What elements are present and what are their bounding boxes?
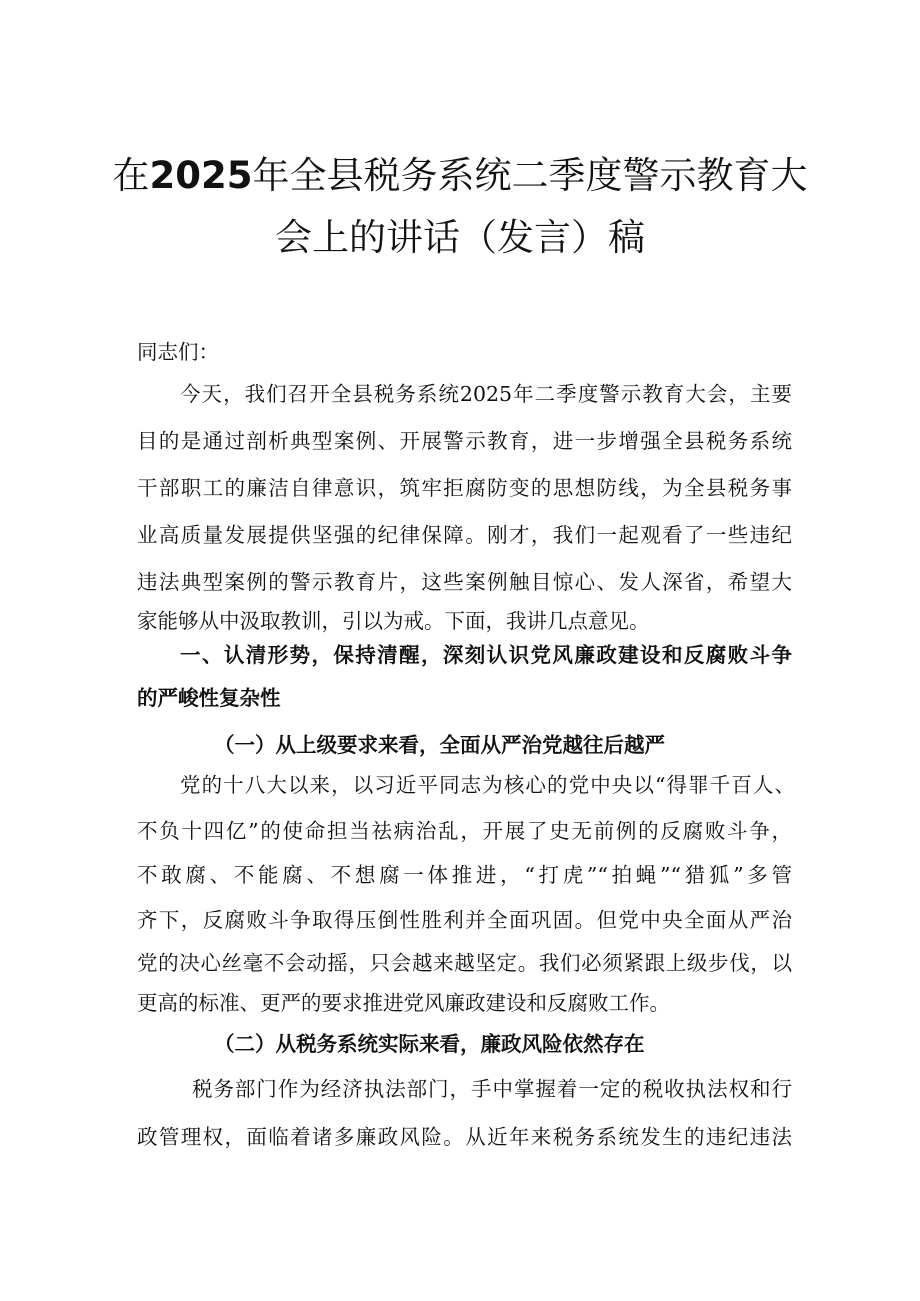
title-suffix: 年全县税务系统二季度警示教育大 (252, 154, 808, 197)
subsection-heading-1: （一）从上级要求来看，全面从严治党越往后越严 (214, 733, 665, 757)
paragraph-line: 不敢腐、不能腐、不想腐一体推进，“打虎”“拍蝇”“猎狐”多管 (137, 863, 792, 887)
document-title-line-1 (100, 150, 820, 202)
intro-line: 业高质量发展提供坚强的纪律保障。刚才，我们一起观看了一些违纪 (137, 523, 792, 547)
paragraph-line: 不负十四亿”的使命担当祛病治乱，开展了史无前例的反腐败斗争， (137, 819, 792, 843)
salutation: 同志们： (137, 340, 219, 364)
document-title-line-2: 会上的讲话（发言）稿 (275, 216, 645, 259)
intro-line: 家能够从中汲取教训，引以为戒。下面，我讲几点意见。 (137, 609, 650, 633)
intro-line: 今天，我们召开全县税务系统2025年二季度警示教育大会，主要 (180, 382, 792, 406)
title-prefix: 在 (112, 154, 150, 197)
paragraph-line: 政管理权，面临着诸多廉政风险。从近年来税务系统发生的违纪违法 (137, 1125, 792, 1149)
paragraph-line: 党的十八大以来，以习近平同志为核心的党中央以“得罪千百人、 (180, 773, 795, 797)
title-year: 2025 (149, 154, 253, 197)
section-heading-1-continued: 的严峻性复杂性 (137, 686, 281, 710)
section-heading-1: 一、认清形势，保持清醒，深刻认识党风廉政建设和反腐败斗争 (180, 643, 792, 667)
paragraph-line: 齐下，反腐败斗争取得压倒性胜利并全面巩固。但党中央全面从严治 (137, 908, 792, 932)
paragraph-line: 税务部门作为经济执法部门，手中掌握着一定的税收执法权和行 (192, 1077, 792, 1101)
paragraph-line: 更高的标准、更严的要求推进党风廉政建设和反腐败工作。 (137, 991, 670, 1015)
intro-line: 干部职工的廉洁自律意识，筑牢拒腐防变的思想防线，为全县税务事 (137, 476, 792, 500)
intro-line: 违法典型案例的警示教育片，这些案例触目惊心、发人深省，希望大 (137, 570, 792, 594)
intro-line: 目的是通过剖析典型案例、开展警示教育，进一步增强全县税务系统 (137, 429, 792, 453)
paragraph-line: 党的决心丝毫不会动摇，只会越来越坚定。我们必须紧跟上级步伐，以 (137, 951, 792, 975)
subsection-heading-2: （二）从税务系统实际来看，廉政风险依然存在 (214, 1032, 645, 1056)
